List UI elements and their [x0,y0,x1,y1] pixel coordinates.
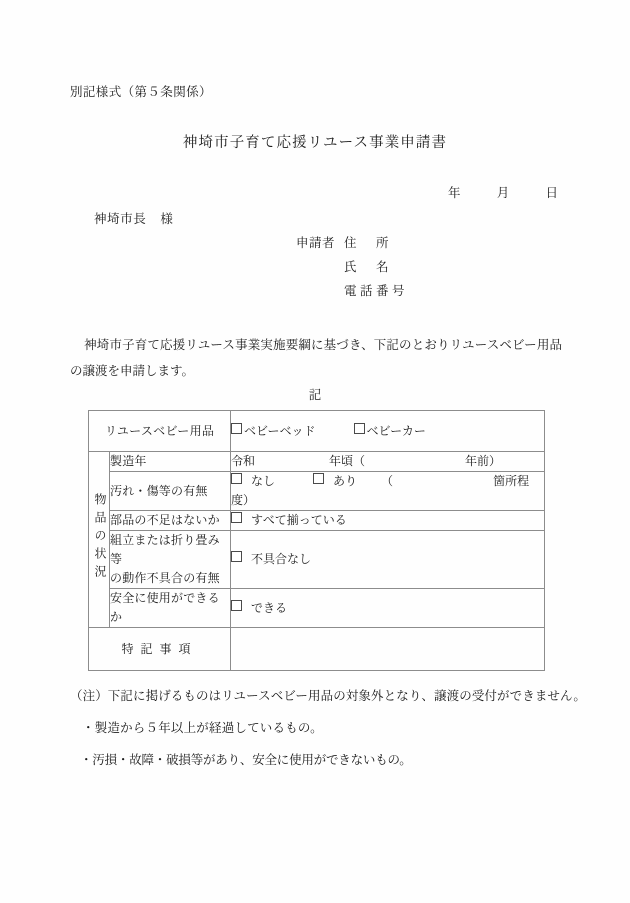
form-number: 別記様式（第５条関係） [70,85,212,99]
assembly-label-line-1: 組立または折り畳み等 [110,533,220,566]
note-bullet-1: ・製造から５年以上が経過しているもの。 [82,721,323,735]
stains-value [231,472,545,511]
date-month-label: 月 [496,186,510,200]
addressee-honorific: 様 [160,212,174,226]
checkbox-no-malfunction-icon[interactable] [231,551,242,562]
applicant-label: 申請者 [296,236,336,250]
table-row-remarks [89,628,545,671]
stains-label: 汚れ・傷等の有無 [110,472,231,511]
years-ago-label: 年前） [465,454,502,468]
assembly-label-line-2: の動作不具合の有無 [110,571,220,585]
era-label: 令和 [231,454,256,468]
table-row-item [89,411,545,452]
assembly-label [110,531,231,589]
applicant-phone-label: 電話番号 [344,284,409,298]
note-main-text: （注）下記に掲げるものはリユースベビー用品の対象外となり、譲渡の受付ができません。 [70,689,586,703]
table-row-stains [89,472,545,511]
stains-paren-open: （ [381,474,394,488]
option-baby-bed-label: ベビーベッド [244,423,316,438]
safety-value [231,589,545,628]
checkbox-safe-to-use-icon[interactable] [231,600,242,611]
assembly-value [231,531,545,589]
date-year-label: 年 [447,186,461,200]
parts-label: 部品の不足はないか [110,511,231,531]
checkbox-no-stains-icon[interactable] [231,473,242,484]
table-row-safety [89,589,545,628]
safety-label: 安全に使用ができるか [110,589,231,628]
note-bullet-2: ・汚損・故障・破損等があり、安全に使用ができないもの。 [80,753,412,767]
option-no-malfunction-label: 不具合なし [251,552,312,566]
year-approx-label: 年頃（ [329,454,366,468]
remarks-label: 特記事項 [89,628,231,671]
manufacture-year-label: 製造年 [110,452,231,472]
applicant-phone-row [296,281,408,305]
date-line [448,183,558,201]
option-safe-to-use-label: できる [251,600,288,615]
item-row-label: リユースベビー用品 [89,411,231,452]
parts-value [231,511,545,531]
manufacture-year-value [231,452,545,472]
item-row-options [231,411,545,452]
checkbox-has-stains-icon[interactable] [313,473,324,484]
checkbox-baby-bed-icon[interactable] [231,423,242,434]
table-row-assembly [89,531,545,589]
applicant-address-label: 住 所 [344,236,393,250]
checkbox-all-parts-icon[interactable] [231,512,242,523]
vertical-label-condition [89,452,110,628]
applicant-address-row [296,233,408,257]
option-stroller-label: ベビーカー [366,423,426,438]
addressee [94,209,174,227]
checkbox-stroller-icon[interactable] [354,423,365,434]
body-paragraph [70,332,562,384]
document-title: 神埼市子育て応援リユース事業申請書 [182,135,448,151]
stains-count-label: 箇所程度） [231,474,530,507]
applicant-block [296,233,408,305]
remarks-value[interactable] [231,628,545,671]
footer-notes [70,685,586,771]
option-all-parts-label: すべて揃っている [251,513,347,527]
option-has-stains-label: あり [333,474,358,488]
option-no-stains-label: なし [251,474,276,488]
addressee-name: 神埼市長 [94,212,147,226]
ki-mark: 記 [308,388,322,402]
vertical-label-text: 物品の状況 [93,492,107,583]
application-table [88,410,545,671]
body-paragraph-text: 神埼市子育て応援リユース事業実施要綱に基づき、下記のとおりリユースベビー用品の譲渡を申請します。 [70,338,562,378]
date-day-label: 日 [545,186,558,200]
applicant-name-label: 氏 名 [344,260,393,274]
table-row-manufacture-year [89,452,545,472]
table-row-parts [89,511,545,531]
applicant-name-row [296,257,408,281]
